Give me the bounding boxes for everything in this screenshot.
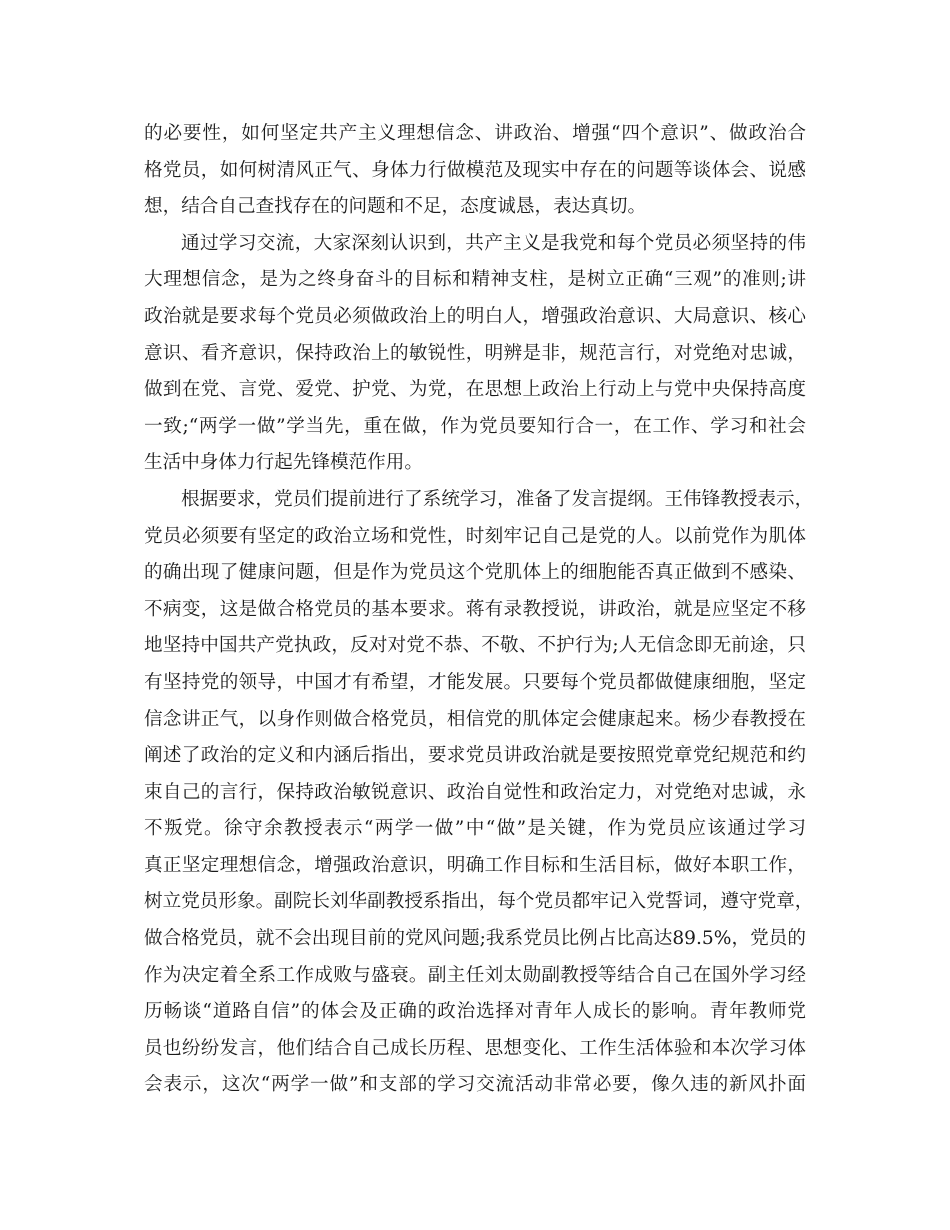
text-line: 地坚持中国共产党执政，反对对党不恭、不敬、不护行为;人无信念即无前途，只 [144, 635, 806, 657]
paragraph [144, 482, 814, 1104]
text-line: 的确出现了健康问题，但是作为党员这个党肌体上的细胞能否真正做到不感染、 [144, 562, 806, 584]
text-line: 历畅谈“道路自信”的体会及正确的政治选择对青年人成长的影响。青年教师党 [144, 1001, 806, 1023]
text-line: 大理想信念，是为之终身奋斗的目标和精神支柱，是树立正确“三观”的准则;讲 [144, 269, 806, 291]
paragraph [144, 226, 806, 482]
text-line: 根据要求，党员们提前进行了系统学习，准备了发言提纲。王伟锋教授表示， [181, 488, 814, 510]
text-line: 会表示，这次“两学一做”和支部的学习交流活动非常必要，像久违的新风扑面 [144, 1074, 806, 1096]
text-line: 阐述了政治的定义和内涵后指出，要求党员讲政治就是要按照党章党纪规范和约 [144, 745, 806, 767]
text-line: 信念讲正气，以身作则做合格党员，相信党的肌体定会健康起来。杨少春教授在 [144, 708, 806, 730]
text-line: 一致;“两学一做”学当先，重在做，作为党员要知行合一，在工作、学习和社会 [144, 415, 806, 437]
text-line: 作为决定着全系工作成败与盛衰。副主任刘太勋副教授等结合自己在国外学习经 [144, 964, 806, 986]
text-line: 想，结合自己查找存在的问题和不足，态度诚恳，表达真切。 [144, 196, 647, 218]
text-line: 束自己的言行，保持政治敏锐意识、政治自觉性和政治定力，对党绝对忠诚，永 [144, 781, 806, 803]
text-line: 意识、看齐意识，保持政治上的敏锐性，明辨是非，规范言行，对党绝对忠诚， [144, 342, 806, 364]
document-body [144, 116, 814, 1104]
text-line: 真正坚定理想信念，增强政治意识，明确工作目标和生活目标，做好本职工作， [144, 854, 806, 876]
text-line: 政治就是要求每个党员必须做政治上的明白人，增强政治意识、大局意识、核心 [144, 305, 806, 327]
text-line: 树立党员形象。副院长刘华副教授系指出，每个党员都牢记入党誓词，遵守党章， [144, 891, 814, 913]
text-line: 不病变，这是做合格党员的基本要求。蒋有录教授说，讲政治，就是应坚定不移 [144, 598, 806, 620]
text-line: 生活中身体力行起先锋模范作用。 [144, 452, 423, 474]
text-line: 有坚持党的领导，中国才有希望，才能发展。只要每个党员都做健康细胞，坚定 [144, 671, 806, 693]
text-line: 格党员，如何树清风正气、身体力行做模范及现实中存在的问题等谈体会、说感 [144, 159, 806, 181]
text-line: 的必要性，如何坚定共产主义理想信念、讲政治、增强“四个意识”、做政治合 [144, 123, 806, 144]
text-line: 做到在党、言党、爱党、护党、为党，在思想上政治上行动上与党中央保持高度 [144, 379, 806, 401]
text-line: 员也纷纷发言，他们结合自己成长历程、思想变化、工作生活体验和本次学习体 [144, 1037, 806, 1059]
text-line: 通过学习交流，大家深刻认识到，共产主义是我党和每个党员必须坚持的伟 [181, 232, 806, 254]
text-line: 做合格党员，就不会出现目前的党风问题;我系党员比例占比高达89.5%，党员的 [144, 928, 806, 950]
paragraph [144, 116, 806, 226]
text-line: 不叛党。徐守余教授表示“两学一做”中“做”是关键，作为党员应该通过学习 [144, 818, 806, 840]
text-line: 党员必须要有坚定的政治立场和党性，时刻牢记自己是党的人。以前党作为肌体 [144, 525, 806, 547]
